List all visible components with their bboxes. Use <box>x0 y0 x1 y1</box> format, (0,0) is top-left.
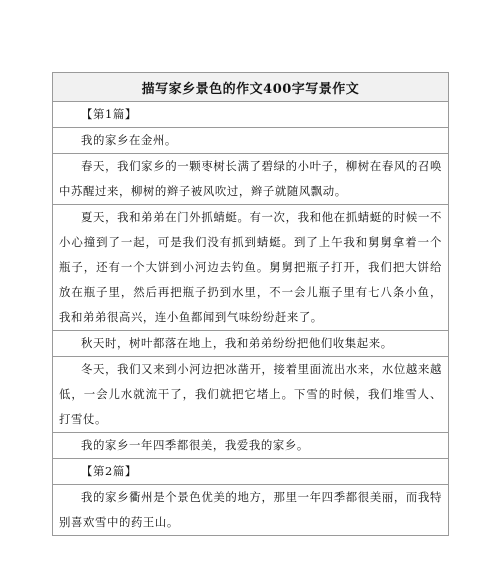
paragraph: 我的家乡衢州是个景色优美的地方，那里一年四季都很美丽，而我特别喜欢雪中的药王山。 <box>53 485 448 536</box>
paragraph: 秋天时，树叶都落在地上，我和弟弟纷纷把他们收集起来。 <box>53 331 448 357</box>
section-heading-1: 【第1篇】 <box>53 102 448 128</box>
paragraph: 夏天，我和弟弟在门外抓蜻蜓。有一次，我和他在抓蜻蜓的时候一不小心撞到了一起，可是我们没有抓到蜻蜓。到了上午我和舅舅拿着一个瓶子，还有一个大饼到小河边去钓鱼。舅舅把瓶子打开，我们把大饼给放在瓶子里，然后再把瓶子扔到水里，不一会儿瓶子里有七八条小鱼，我和弟弟很高兴，连小鱼都闻到气味纷纷赶来了。 <box>53 205 448 331</box>
paragraph: 我的家乡在金州。 <box>53 128 448 154</box>
document-sheet <box>52 72 449 536</box>
paragraph: 冬天，我们又来到小河边把冰凿开，接着里面流出水来，水位越来越低，一会儿水就流干了，我们就把它堵上。下雪的时候，我们堆雪人、打雪仗。 <box>53 357 448 433</box>
section-heading-2: 【第2篇】 <box>53 459 448 485</box>
paragraph: 我的家乡一年四季都很美，我爱我的家乡。 <box>53 433 448 459</box>
paragraph: 春天，我们家乡的一颗枣树长满了碧绿的小叶子，柳树在春风的召唤中苏醒过来，柳树的辫子被风吹过，辫子就随风飘动。 <box>53 154 448 205</box>
document-title: 描写家乡景色的作文400字写景作文 <box>53 73 448 102</box>
